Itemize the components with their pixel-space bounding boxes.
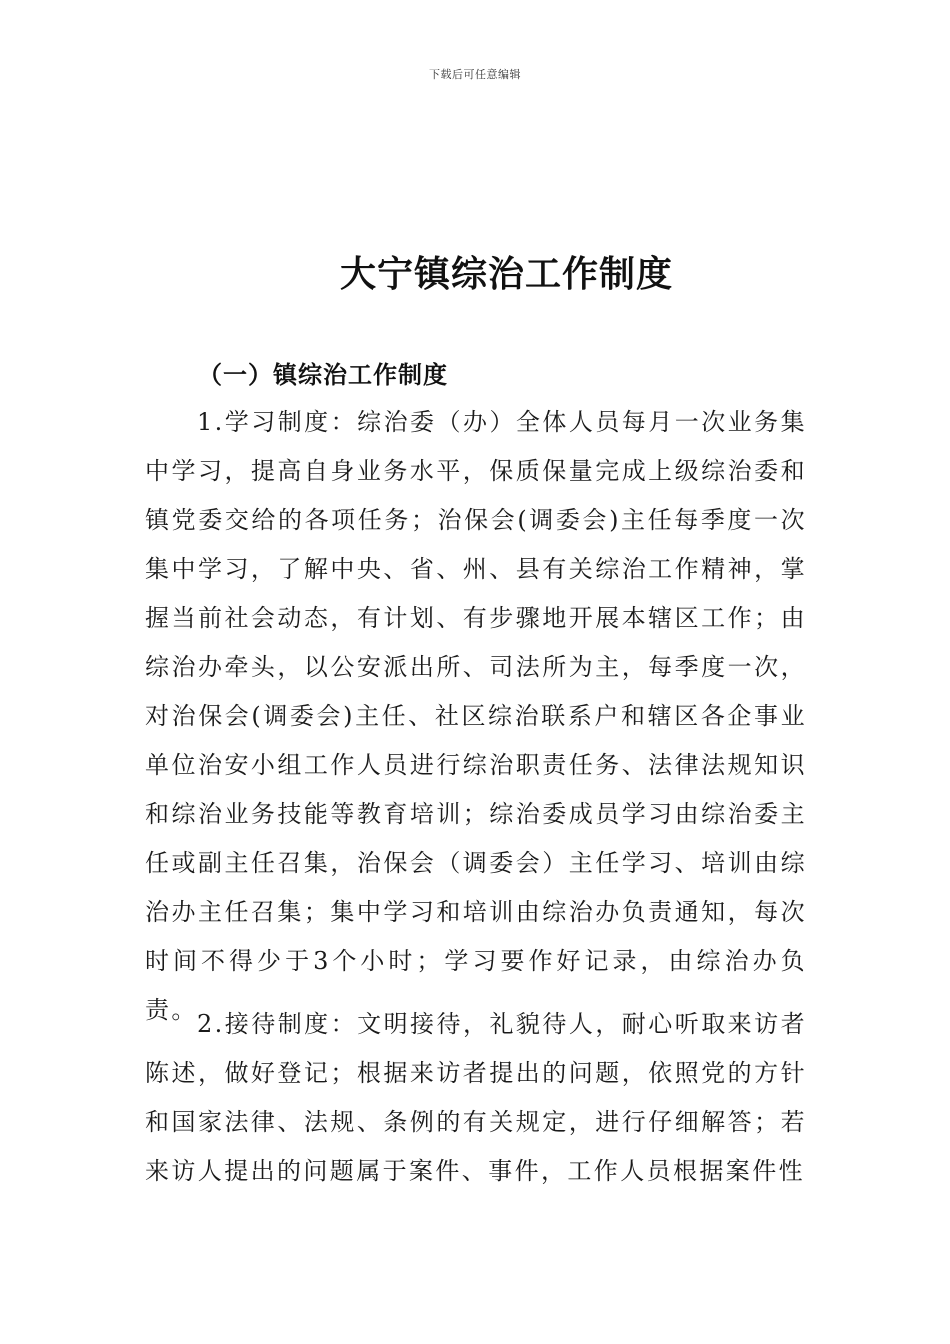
paragraph-study-system: 1.学习制度：综治委（办）全体人员每月一次业务集中学习，提高自身业务水平，保质保量完成上级综治委和镇党委交给的各项任务；治保会(调委会)主任每季度一次集中学习，了解中央、省、州、县有关综治工作精神，掌握当前社会动态，有计划、有步骤地开展本辖区工作；由综治办牵头，以公安派出所、司法所为主，每季度一次，对治保会(调委会)主任、社区综治联系户和辖区各企事业单位治安小组工作人员进行综治职责任务、法律法规知识和综治业务技能等教育培训；综治委成员学习由综治委主任或副主任召集，治保会（调委会）主任学习、培训由综治办主任召集；集中学习和培训由综治办负责通知，每次时间不得少于3个小时；学习要作好记录，由综治办负责。 [145,408,807,1024]
paragraph-reception-system: 2.接待制度：文明接待，礼貌待人，耐心听取来访者陈述，做好登记；根据来访者提出的问题，依照党的方针和国家法律、法规、条例的有关规定，进行仔细解答；若来访人提出的问题属于案件、事件，工作人员根据案件性 [145,1010,807,1185]
section-heading: （一）镇综治工作制度 [198,360,448,389]
document-title: 大宁镇综治工作制度 [340,253,674,295]
header-note: 下载后可任意编辑 [429,68,521,81]
